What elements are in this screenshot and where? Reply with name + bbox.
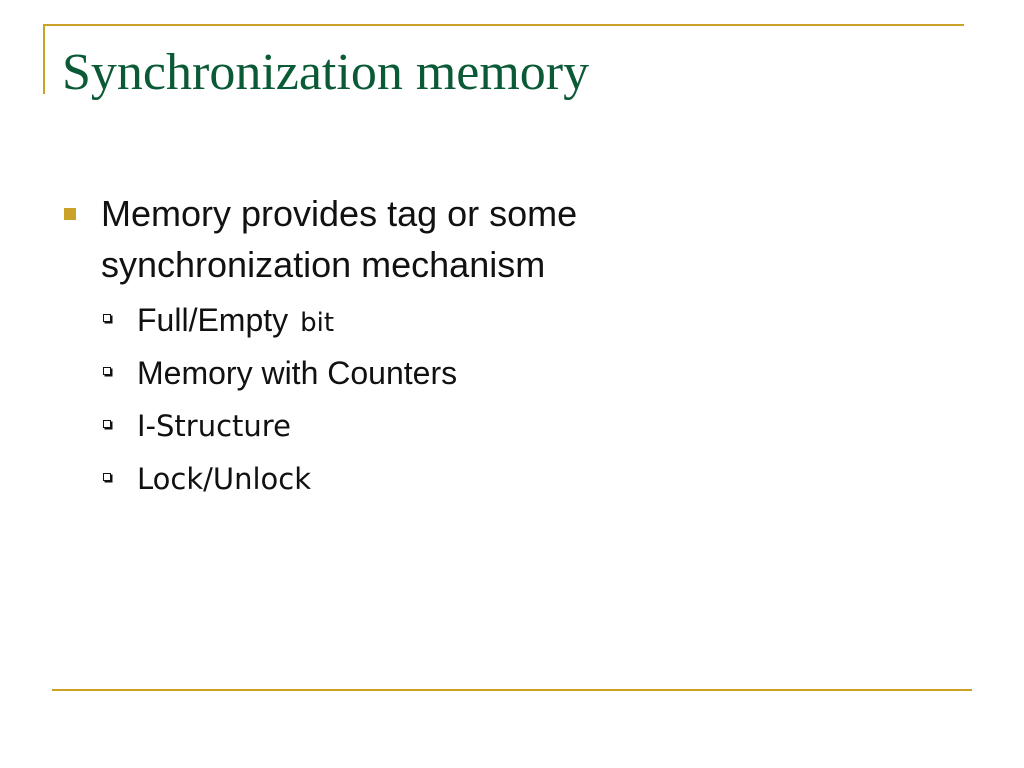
hollow-square-bullet-icon <box>103 367 111 375</box>
main-bullet-text: Memory provides tag or some synchronization mechanism <box>101 193 578 285</box>
sub-item-label: Memory with Counters <box>137 355 458 391</box>
sub-item-label-suffix: bit <box>300 308 335 338</box>
frame-top-rule <box>43 24 964 26</box>
frame-bottom-rule <box>52 689 972 691</box>
sub-item-label <box>137 302 334 341</box>
frame-left-rule <box>43 24 45 94</box>
sub-item-label: Lock/Unlock <box>137 462 312 496</box>
square-bullet-icon <box>64 208 76 220</box>
sub-item-label-main: Full/Empty <box>137 302 289 338</box>
hollow-square-bullet-icon <box>103 420 111 428</box>
hollow-square-bullet-icon <box>103 314 111 322</box>
sub-item-label: I-Structure <box>137 409 291 443</box>
slide-title: Synchronization memory <box>62 44 590 101</box>
hollow-square-bullet-icon <box>103 473 111 481</box>
